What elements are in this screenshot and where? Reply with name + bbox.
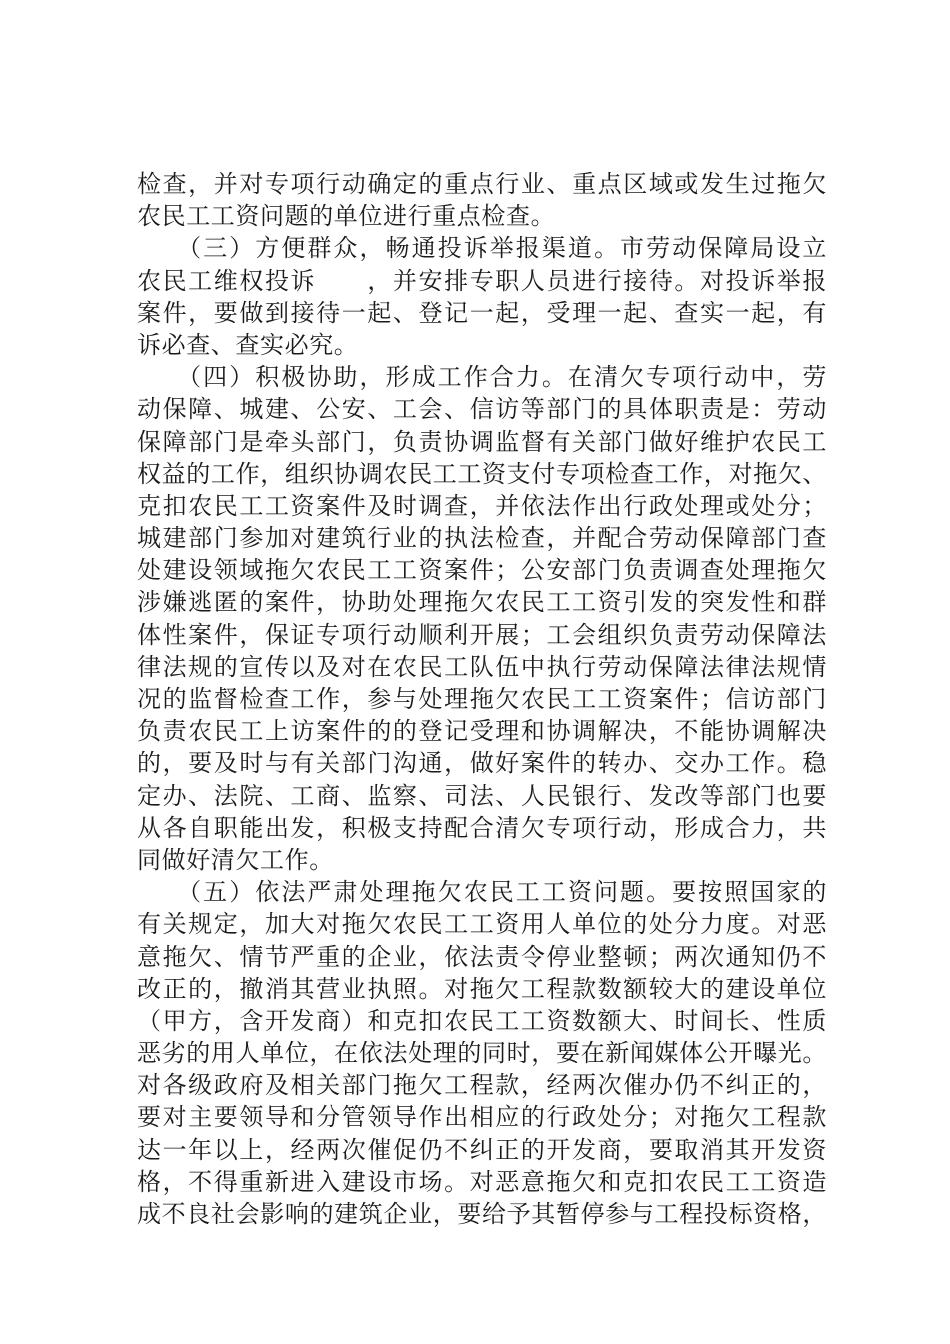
text-line: 克扣农民工工资案件及时调查，并依法作出行政处理或处分；	[137, 491, 827, 520]
text-line: （三）方便群众，畅通投诉举报渠道。市劳动保障局设立	[137, 234, 827, 263]
text-line: 成不良社会影响的建筑企业，要给予其暂停参与工程投标资格，	[137, 1200, 827, 1228]
text-line: 案件，要做到接待一起、登记一起，受理一起、查实一起，有	[137, 298, 827, 327]
text-line: 恶劣的用人单位，在依法处理的同时，要在新闻媒体公开曝光。	[137, 1039, 827, 1068]
text-line: 农民工工资问题的单位进行重点检查。	[137, 202, 556, 231]
text-line: 保障部门是牵头部门，负责协调监督有关部门做好维护农民工	[137, 427, 827, 456]
text-line: 城建部门参加对建筑行业的执法检查，并配合劳动保障部门查	[137, 524, 827, 553]
body-text	[137, 168, 827, 1230]
text-line: 对各级政府及相关部门拖欠工程款，经两次催办仍不纠正的，	[137, 1071, 827, 1100]
text-line: 的，要及时与有关部门沟通，做好案件的转办、交办工作。稳	[137, 749, 827, 778]
text-line: 达一年以上，经两次催促仍不纠正的开发商，要取消其开发资	[137, 1135, 827, 1164]
text-line: 农民工维权投诉 ，并安排专职人员进行接待。对投诉举报	[137, 266, 827, 295]
text-line: （五）依法严肃处理拖欠农民工工资问题。要按照国家的	[137, 878, 827, 907]
text-line: 诉必查、查实必究。	[137, 330, 359, 359]
text-line: （四）积极协助，形成工作合力。在清欠专项行动中，劳	[137, 363, 827, 392]
text-line: 涉嫌逃匿的案件，协助处理拖欠农民工工资引发的突发性和群	[137, 588, 827, 617]
text-line: 检查，并对专项行动确定的重点行业、重点区域或发生过拖欠	[137, 170, 827, 198]
text-line: 律法规的宣传以及对在农民工队伍中执行劳动保障法律法规情	[137, 652, 827, 681]
text-line: 况的监督检查工作，参与处理拖欠农民工工资案件；信访部门	[137, 685, 827, 713]
text-line: 权益的工作，组织协调农民工工资支付专项检查工作，对拖欠、	[137, 459, 827, 488]
text-line: 处建设领域拖欠农民工工资案件；公安部门负责调查处理拖欠	[137, 556, 827, 585]
text-line: 同做好清欠工作。	[137, 845, 334, 874]
text-line: 意拖欠、情节严重的企业，依法责令停业整顿；两次通知仍不	[137, 942, 827, 971]
text-line: 格，不得重新进入建设市场。对恶意拖欠和克扣农民工工资造	[137, 1167, 827, 1196]
text-line: 体性案件，保证专项行动顺利开展；工会组织负责劳动保障法	[137, 620, 827, 649]
text-line: 改正的，撤消其营业执照。对拖欠工程款数额较大的建设单位	[137, 974, 827, 1003]
text-line: 有关规定，加大对拖欠农民工工资用人单位的处分力度。对恶	[137, 910, 827, 939]
text-line: 定办、法院、工商、监察、司法、人民银行、发改等部门也要	[137, 781, 827, 810]
text-line: （甲方，含开发商）和克扣农民工工资数额大、时间长、性质	[137, 1006, 827, 1035]
text-line: 动保障、城建、公安、工会、信访等部门的具体职责是：劳动	[137, 395, 827, 424]
text-line: 负责农民工上访案件的的登记受理和协调解决，不能协调解决	[137, 717, 827, 746]
text-line: 从各自职能出发，积极支持配合清欠专项行动，形成合力，共	[137, 813, 827, 842]
text-line: 要对主要领导和分管领导作出相应的行政处分；对拖欠工程款	[137, 1103, 827, 1132]
